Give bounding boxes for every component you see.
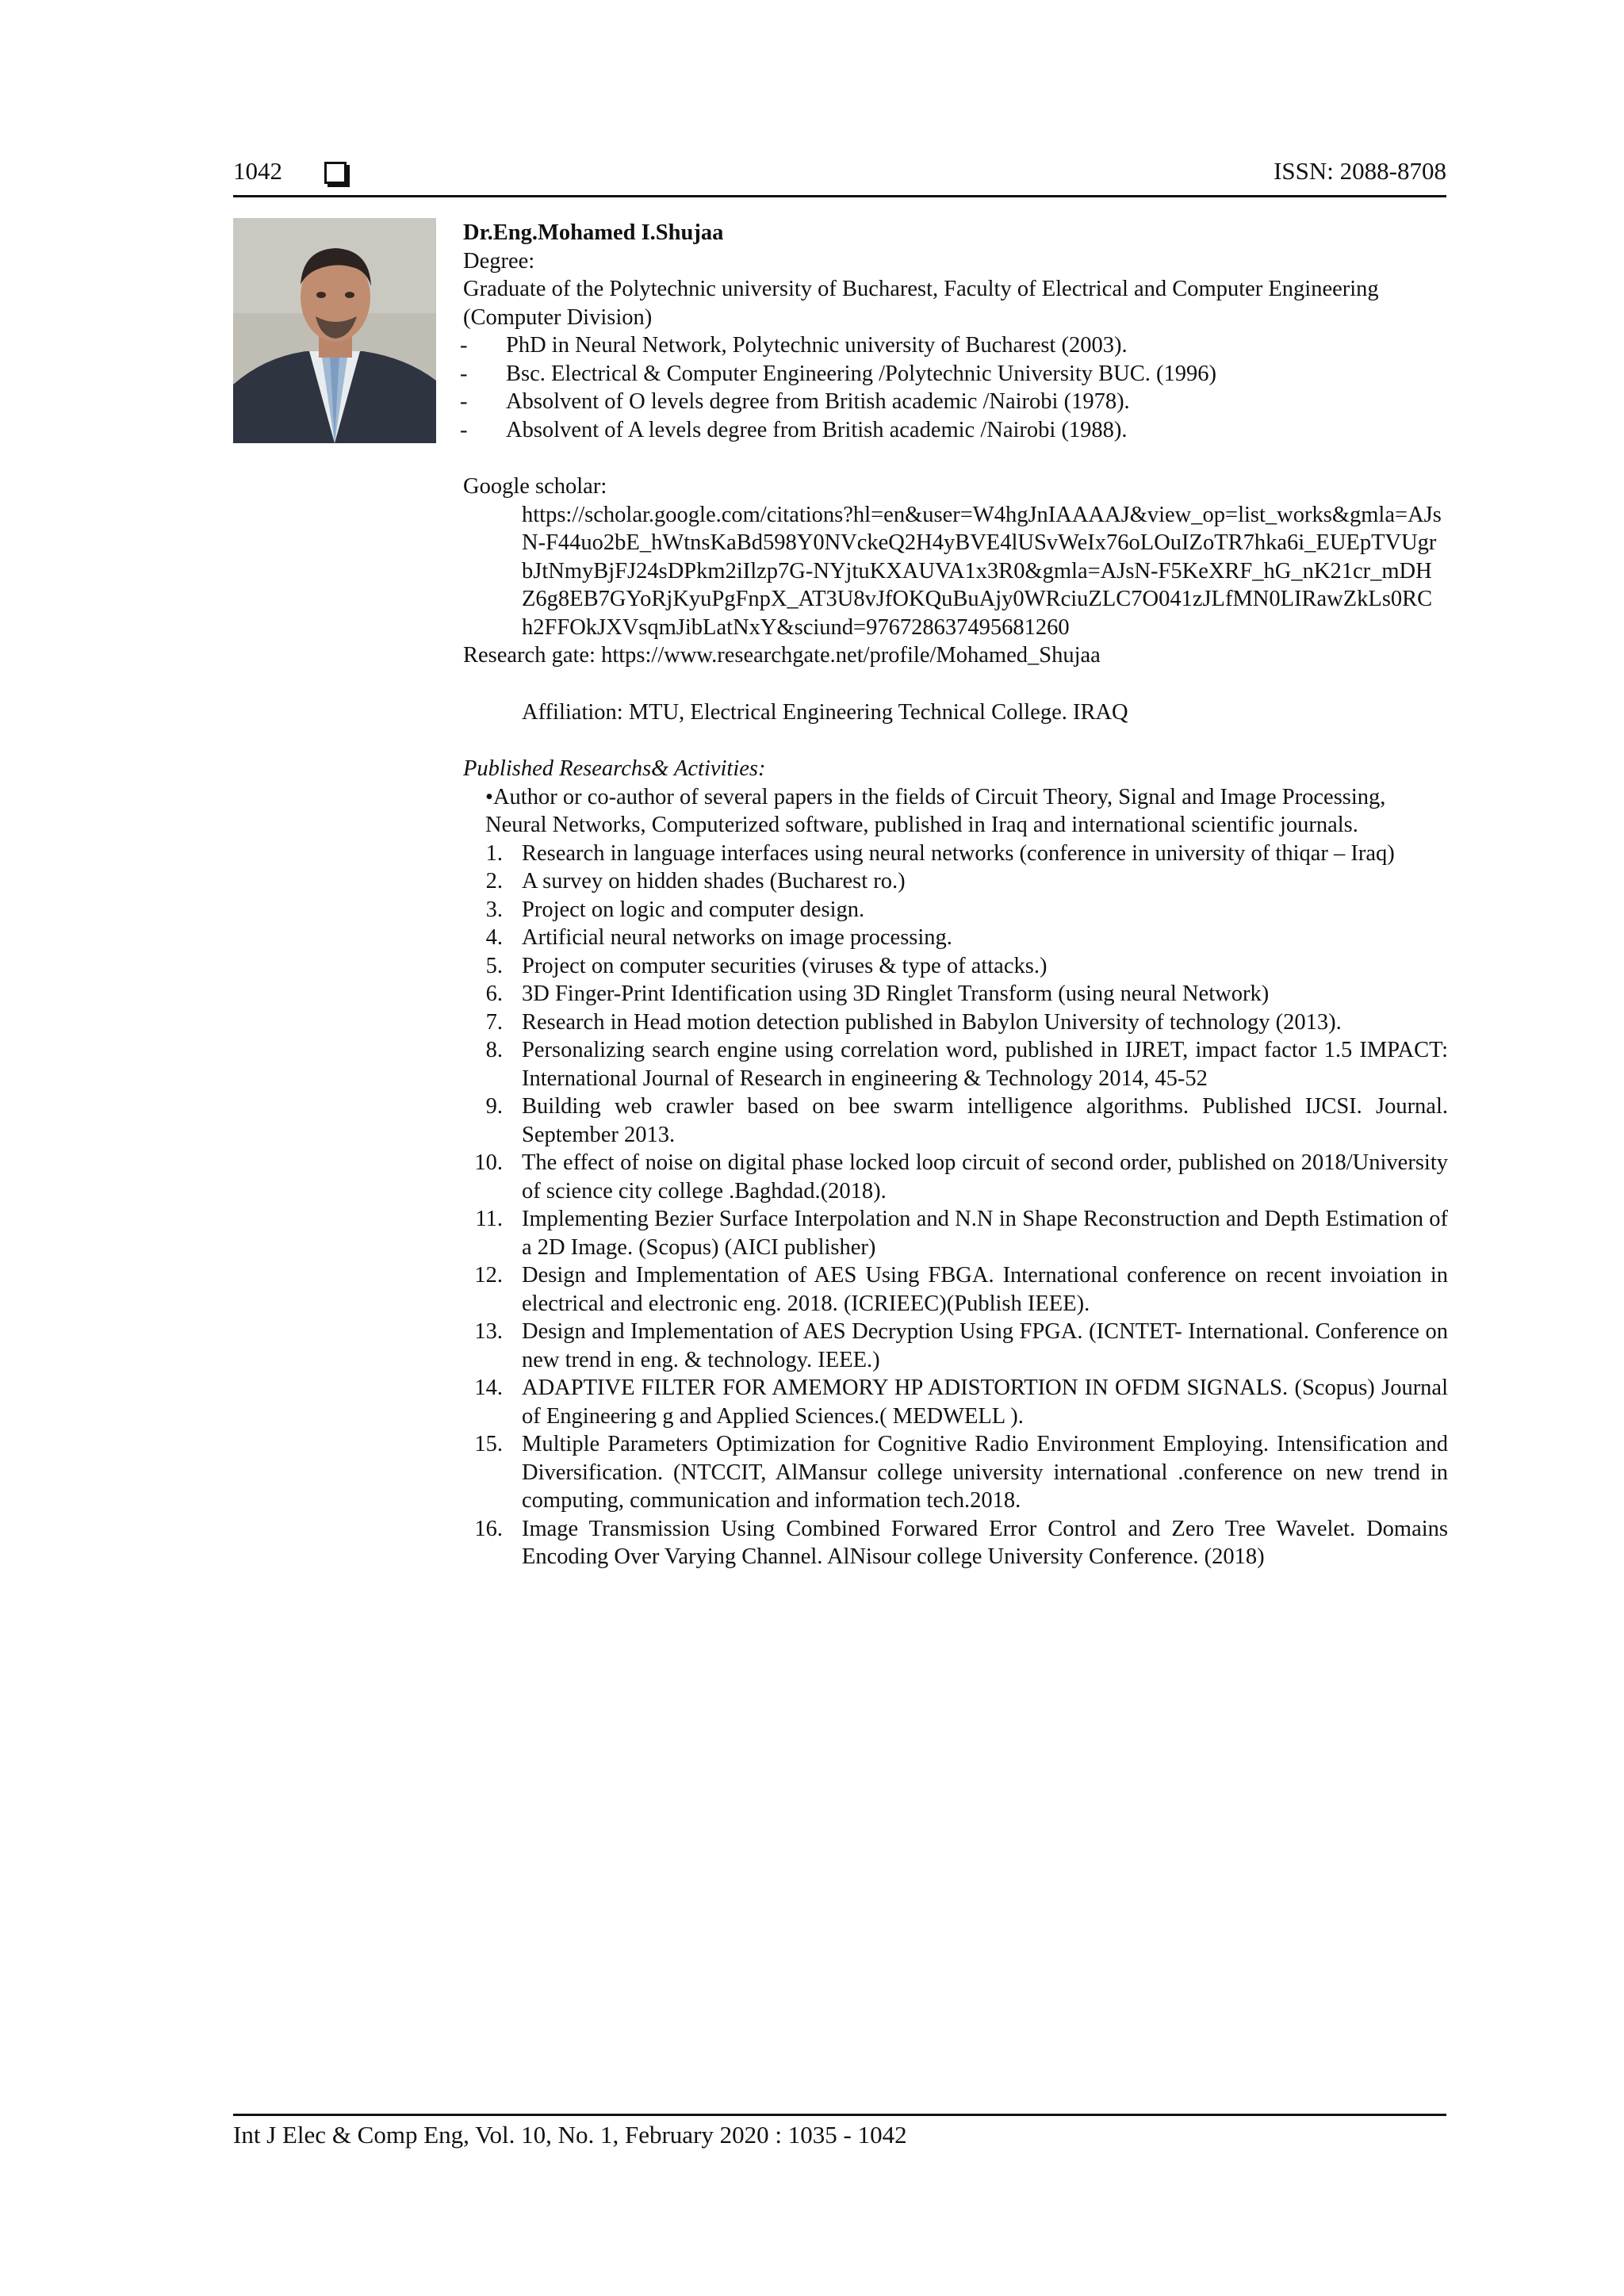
list-item-text: Artificial neural networks on image processing.	[522, 925, 952, 950]
list-item-number: 6.	[485, 982, 503, 1006]
list-item-number: 2.	[485, 869, 503, 894]
list-item-text: The effect of noise on digital phase locked loop circuit of second order, published on 2018/University of science city college .Baghdad.(2018).	[522, 1150, 1448, 1203]
issn: ISSN: 2088-8708	[1274, 157, 1446, 185]
list-item-text: Building web crawler based on bee swarm intelligence algorithms. Published IJCSI. Journal. September 2013.	[522, 1094, 1448, 1147]
list-item-text: Image Transmission Using Combined Forwared Error Control and Zero Tree Wavelet. Domains Encoding Over Varying Channel. AlNisour college University Conference. (2018)	[522, 1516, 1448, 1569]
page-footer	[233, 2114, 1446, 2149]
spacer	[463, 444, 1448, 473]
author-biography	[463, 219, 1448, 1571]
list-item-text: Research in language interfaces using neural networks (conference in university of thiqar – Iraq)	[522, 840, 1395, 866]
list-item-number: 3.	[485, 897, 503, 922]
list-item-number: 9.	[485, 1094, 503, 1119]
list-item	[463, 980, 1448, 1008]
list-item-text: Design and Implementation of AES Decryption Using FPGA. (ICNTET- International. Conference on new trend in eng. & technology. IEEE.)	[522, 1319, 1448, 1372]
list-item-number: 7.	[485, 1009, 503, 1035]
journal-citation: Int J Elec & Comp Eng, Vol. 10, No. 1, February 2020 : 1035 - 1042	[233, 2121, 907, 2149]
degree-list	[463, 331, 1448, 444]
list-item	[463, 924, 1448, 952]
published-heading: Published Researchs& Activities:	[463, 756, 766, 781]
list-item	[463, 1036, 1448, 1093]
list-item-text: Research in Head motion detection published in Babylon University of technology (2013).	[522, 1009, 1342, 1035]
list-item-text: Implementing Bezier Surface Interpolation and N.N in Shape Reconstruction and Depth Estimation of a 2D Image. (Scopus) (AICI publisher)	[522, 1207, 1448, 1260]
publication-list	[463, 840, 1448, 1571]
list-item-number: 14.	[474, 1376, 503, 1400]
square-bullet-icon	[324, 162, 347, 184]
list-item-number: 15.	[474, 1432, 503, 1456]
degree-text: Graduate of the Polytechnic university of Bucharest, Faculty of Electrical and Computer Engineering (Computer Division)	[463, 277, 1379, 330]
spacer	[463, 670, 1448, 698]
author-photo	[233, 218, 436, 443]
list-item-number: 1.	[485, 840, 503, 866]
list-item	[463, 867, 1448, 896]
author-name: Dr.Eng.Mohamed I.Shujaa	[463, 220, 724, 245]
list-item-number: 11.	[475, 1207, 503, 1231]
list-item	[463, 1093, 1448, 1149]
list-item	[463, 1149, 1448, 1205]
list-item	[463, 1374, 1448, 1430]
list-item-text: A survey on hidden shades (Bucharest ro.)	[522, 869, 906, 894]
degree-item: - PhD in Neural Network, Polytechnic university of Bucharest (2003).	[463, 331, 1448, 360]
list-item	[463, 1261, 1448, 1318]
list-item	[463, 952, 1448, 981]
list-item-text: Design and Implementation of AES Using FBGA. International conference on recent invoiation in electrical and electronic eng. 2018. (ICRIEEC)(Publish IEEE).	[522, 1263, 1448, 1316]
list-item-number: 5.	[485, 953, 503, 978]
list-item	[463, 896, 1448, 924]
list-item-text: Personalizing search engine using correlation word, published in IJRET, impact factor 1.5 IMPACT: International Journal of Research in engineering & Technology 2014, 45-52	[522, 1038, 1448, 1091]
degree-item: - Absolvent of A levels degree from British academic /Nairobi (1988).	[463, 416, 1448, 445]
degree-item: - Absolvent of O levels degree from British academic /Nairobi (1978).	[463, 388, 1448, 416]
list-item-number: 12.	[474, 1263, 503, 1288]
list-item	[463, 1515, 1448, 1571]
list-item-text: Project on computer securities (viruses & type of attacks.)	[522, 953, 1048, 978]
page-number: 1042	[233, 157, 282, 185]
list-item-text: 3D Finger-Print Identification using 3D Ringlet Transform (using neural Network)	[522, 982, 1270, 1006]
list-item	[463, 840, 1448, 868]
research-gate-link[interactable]: Research gate: https://www.researchgate.net/profile/Mohamed_Shujaa	[463, 643, 1101, 668]
affiliation: Affiliation: MTU, Electrical Engineering Technical College. IRAQ	[522, 699, 1128, 725]
list-item-text: Project on logic and computer design.	[522, 897, 865, 922]
spacer	[463, 726, 1448, 755]
list-item	[463, 1430, 1448, 1515]
list-item	[463, 1008, 1448, 1037]
list-item-number: 10.	[474, 1150, 503, 1175]
page-header	[233, 151, 1446, 197]
list-item-number: 8.	[485, 1038, 503, 1062]
list-item-text: ADAPTIVE FILTER FOR AMEMORY HP ADISTORTION IN OFDM SIGNALS. (Scopus) Journal of Engineering g and Applied Sciences.( MEDWELL ).	[522, 1376, 1448, 1429]
degree-item: - Bsc. Electrical & Computer Engineering /Polytechnic University BUC. (1996)	[463, 360, 1448, 388]
degree-label: Degree:	[463, 248, 535, 274]
list-item-number: 13.	[474, 1319, 503, 1344]
list-item-text: Multiple Parameters Optimization for Cognitive Radio Environment Employing. Intensification and Diversification. (NTCCIT, AlMansur college university international .conference on new trend in computing, communication and information tech.2018.	[522, 1432, 1448, 1513]
list-item	[463, 1318, 1448, 1374]
published-intro: •Author or co-author of several papers in the fields of Circuit Theory, Signal and Image Processing, Neural Networks, Computerized software, published in Iraq and international scientific journals.	[485, 784, 1386, 837]
list-item	[463, 1205, 1448, 1261]
google-scholar-link[interactable]: https://scholar.google.com/citations?hl=en&user=W4hgJnIAAAAJ&view_op=list_works&gmla=AJsN-F44uo2bE_hWtnsKaBd598Y0NVckeQ2H4yBVE4lUSvWeIx76oLOuIZoTR7hka6i_EUEpTVUgrbJtNmyBjFJ24sDPkm2iIlzp7G-NYjtuKXAUVA1x3R0&gmla=AJsN-F5KeXRF_hG_nK21cr_mDHZ6g8EB7GYoRjKyuPgFnpX_AT3U8vJfOKQuBuAjy0WRciuZLC7O041zJLfMN0LIRawZkLs0RCh2FFOkJXVsqmJibLatNxY&sciund=976728637495681260	[522, 502, 1442, 640]
list-item-number: 16.	[474, 1516, 503, 1541]
list-item-number: 4.	[485, 925, 503, 950]
google-scholar-label: Google scholar:	[463, 474, 607, 499]
